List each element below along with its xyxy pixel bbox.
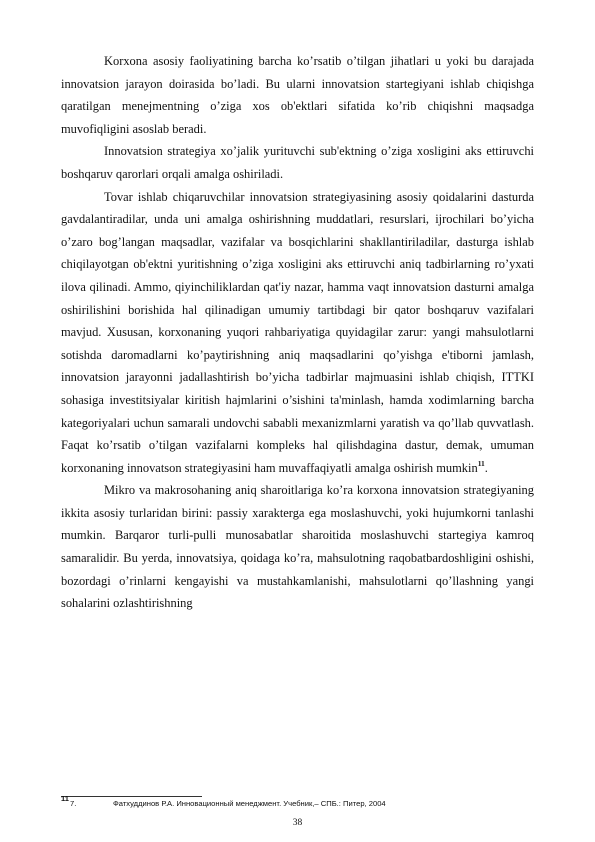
footnote: $^{11}$7. Фатхуддинов Р.А. Инновационный менеджмент. Учебник,– СПБ.: Питер, 2004 — [61, 794, 386, 808]
footnote-separator — [61, 796, 202, 797]
body-text — [61, 50, 534, 615]
page-number: 38 — [292, 818, 303, 828]
paragraph-4 — [61, 479, 534, 615]
paragraph-2 — [61, 140, 534, 185]
paragraph-3-end: . — [484, 460, 488, 475]
footnote-text: Фатхуддинов Р.А. Инновационный менеджмент. Учебник,– СПБ.: Питер, 2004 — [113, 799, 386, 808]
footnote-item-number: 7. — [70, 799, 77, 808]
paragraph-2-text: Innovatsion strategiya xo’jalik yurituvchi sub'ektning o’ziga xosligini aks ettiruvchi boshqaruv qarorlari orqali amalga oshiriladi. — [61, 144, 534, 181]
paragraph-3 — [61, 186, 534, 480]
paragraph-1 — [61, 50, 534, 140]
paragraph-4-text: Mikro va makrosohaning aniq sharoitlariga ko’ra korxona innovatsion strategiyaning ikkita asosiy turlaridan birini: passiy xarakterga ega moslashuvchi, yoki hujumkorni tanlashi mumkin. Barqaror turli-pulli munosabatlar sharoitida moslashuvchi startegiya kamroq samaralidir. Bu yerda, innovatsiya, qoidaga ko’ra, mahsulotning raqobatbardoshligini oshishi, bozordagi o’rinlarni kengayishi va mustahkamlanishi, mahsulotlarni qo’llashning yangi sohalarini ozlashtirishning — [61, 483, 534, 611]
paragraph-3-text: Tovar ishlab chiqaruvchilar innovatsion strategiyasining asosiy qoidalarini dasturda gavdalantiradilar, unda uni amalga oshirishning muddatlari, resurslari, ijrochilari bo’yicha o’zaro bog’langan maqsadlar, vazifalar va bosqichlarini shakllantiriladilar, dasturga ishlab chiqilayotgan ob'ektni yuritishning o’ziga xosligini aks ettiruvchi aniq tadbirlarning ro’yxati ilova qilinadi. Ammo, qiyinchiliklardan qat'iy nazar, hamma vaqt innovatsion dasturni amalga oshirilishini borishida hal qilinadigan umumiy tartibdagi bir qator boshqaruv vazifalari mavjud. Xususan, korxonaning yuqori rahbariyatiga quyidagilar zarur: yangi mahsulotlarni sotishda daromadlarni ko’paytirishning aniq maqsadlarini qo’yishga e'tiborni jamlash, innovatsion jarayonni jadallashtirish bo’yicha tadbirlar majmuasini ishlab chiqish, ITTKI sohasiga investitsiyalar kiritish hajmlarini o’sishini ta'minlash, hamda xodimlarning barcha kategoriyalari uchun samarali undovchi sababli mexanizmlarni yaratish va qo’llab quvvatlash. Faqat ko’rsatib o’tilgan vazifalarni kompleks hal qilishdagina dastur, demak, umuman korxonaning innovatson strategiyasini ham muvaffaqiyatli amalga oshirish mumkin — [61, 189, 534, 475]
paragraph-1-text: Korxona asosiy faoliyatining barcha ko’rsatib o’tilgan jihatlari u yoki bu darajada innovatsion jarayon doirasida bo’ladi. Bu ularni innovatsion startegiyani ishlab chiqishga qaratilgan menejmentning o’ziga xos ob'ektlari sifatida ko’rib chiqishni maqsadga muvofiqligini asoslab beradi. — [61, 54, 534, 136]
footnote-reference[interactable]: 11 — [477, 458, 485, 468]
